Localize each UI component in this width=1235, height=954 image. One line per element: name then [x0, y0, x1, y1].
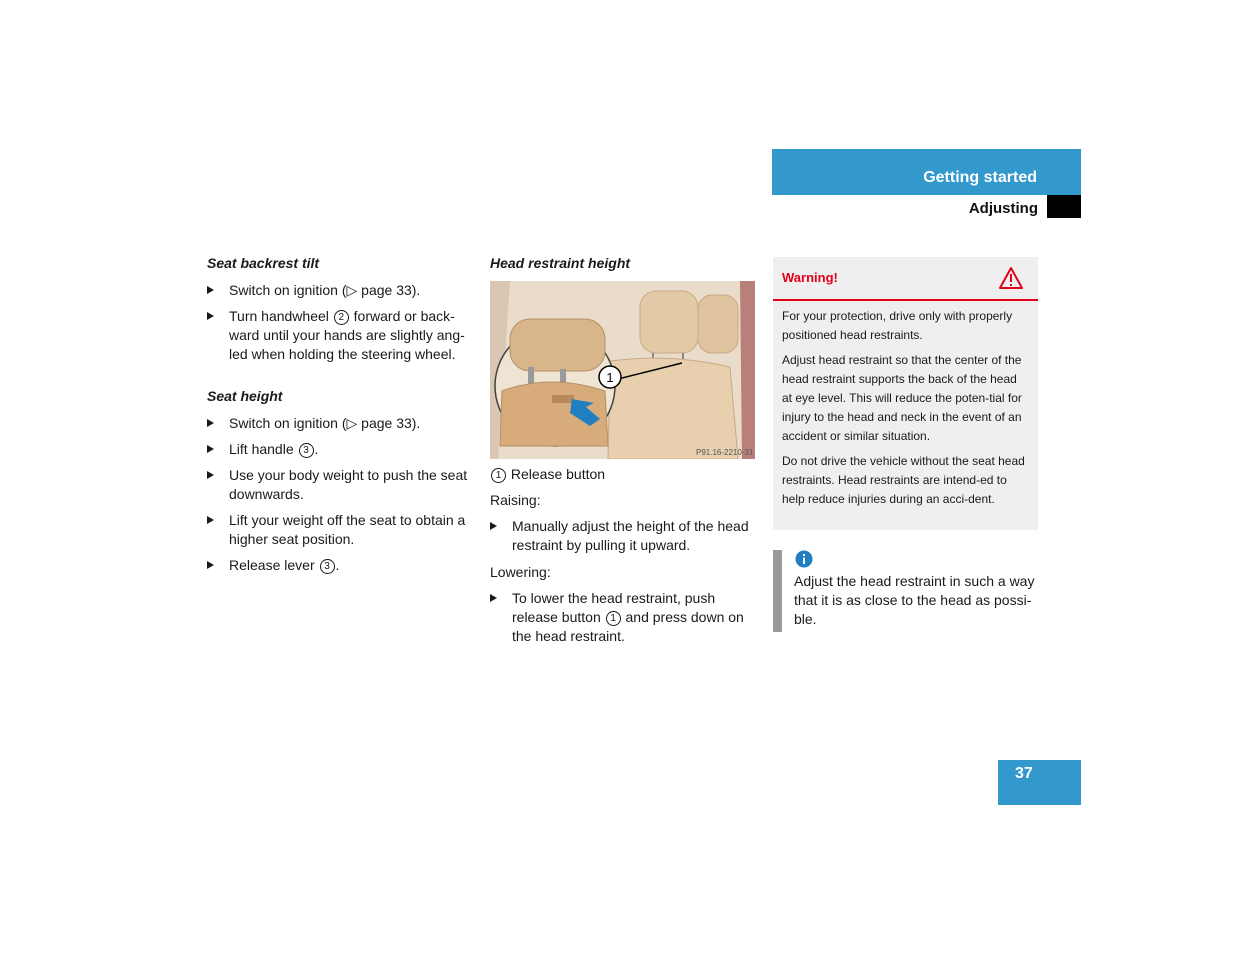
- warning-paragraph: Adjust head restraint so that the center of the head restraint supports the back of the head at eye level. This will reduce the poten-tial for injury to the head and neck in the event of an accident or similar situation.: [782, 353, 1022, 443]
- info-icon: [795, 550, 813, 573]
- image-code: P91.16-2210-31: [696, 448, 754, 457]
- bullet-arrow-icon: [207, 516, 214, 524]
- step-text-post: and press down on the head restraint.: [512, 609, 744, 644]
- step-item: [207, 556, 472, 575]
- raising-label: Raising:: [490, 492, 541, 508]
- heading-head-restraint-height: Head restraint height: [490, 255, 631, 271]
- warning-paragraph: Do not drive the vehicle without the seat head restraints. Head restraints are intend-ed to help reduce injuries during an acci-dent.: [782, 454, 1025, 506]
- step-text: Lift your weight off the seat to obtain a higher seat position.: [229, 512, 466, 547]
- bullet-arrow-icon: [207, 561, 214, 569]
- legend-release-button: [490, 465, 756, 484]
- warning-header: [773, 257, 1038, 301]
- bullet-arrow-icon: [207, 419, 214, 427]
- step-text: Switch on ignition (▷ page 33).: [229, 282, 421, 298]
- warning-title: Warning!: [782, 270, 838, 285]
- info-box: [773, 550, 1038, 632]
- step-item: [207, 466, 472, 504]
- step-item: [207, 511, 472, 549]
- legend-text: Release button: [507, 466, 606, 482]
- info-bar: [773, 550, 782, 632]
- step-text-post: .: [314, 441, 319, 457]
- step-item: [490, 589, 756, 646]
- step-text: Manually adjust the height of the head restraint by pulling it upward.: [512, 518, 749, 553]
- bullet-arrow-icon: [207, 312, 214, 320]
- heading-seat-height: Seat height: [207, 388, 283, 404]
- bullet-arrow-icon: [207, 471, 214, 479]
- page-number: 37: [1015, 765, 1033, 782]
- chapter-title: Getting started: [923, 169, 1037, 186]
- section-title: Adjusting: [968, 200, 1038, 217]
- callout-number: 3: [320, 559, 335, 574]
- callout-number: 2: [334, 310, 349, 325]
- warning-box: [773, 257, 1038, 530]
- step-text-pre: Turn handwheel: [229, 308, 333, 324]
- step-text: Switch on ignition (▷ page 33).: [229, 415, 421, 431]
- step-item: [207, 440, 472, 459]
- step-item: [207, 414, 472, 433]
- callout-number: 1: [606, 611, 621, 626]
- step-text-pre: To lower the head restraint, push release button: [512, 590, 716, 625]
- column-seat-adjustment: [207, 254, 472, 582]
- callout-number: 3: [299, 443, 314, 458]
- heading-seat-backrest-tilt: Seat backrest tilt: [207, 255, 320, 271]
- step-text-pre: Lift handle: [229, 441, 298, 457]
- head-restraint-illustration: [490, 281, 755, 459]
- info-text: Adjust the head restraint in such a way that it is as close to the head as possi-ble.: [794, 573, 1035, 627]
- step-item: [207, 281, 472, 300]
- page-number-tab: [998, 760, 1081, 805]
- section-tab-marker: [1047, 195, 1081, 218]
- step-text-post: forward or back-ward until your hands are slightly ang-led when holding the steering wheel.: [229, 308, 465, 362]
- step-text: Use your body weight to push the seat downwards.: [229, 467, 468, 502]
- lowering-label: Lowering:: [490, 564, 551, 580]
- step-item: [207, 307, 472, 364]
- bullet-arrow-icon: [490, 594, 497, 602]
- seat-illustration-svg: [490, 281, 755, 459]
- step-item: [490, 517, 756, 555]
- bullet-arrow-icon: [207, 445, 214, 453]
- step-text-post: .: [335, 557, 340, 573]
- warning-triangle-icon: [998, 266, 1024, 295]
- bullet-arrow-icon: [207, 286, 214, 294]
- callout-number: 1: [491, 468, 506, 483]
- bullet-arrow-icon: [490, 522, 497, 530]
- chapter-header: [772, 149, 1081, 195]
- step-text-pre: Release lever: [229, 557, 319, 573]
- column-head-restraint: [490, 254, 756, 653]
- callout-label: 1: [606, 370, 614, 385]
- warning-body: [773, 301, 1038, 509]
- warning-paragraph: For your protection, drive only with properly positioned head restraints.: [782, 309, 1013, 342]
